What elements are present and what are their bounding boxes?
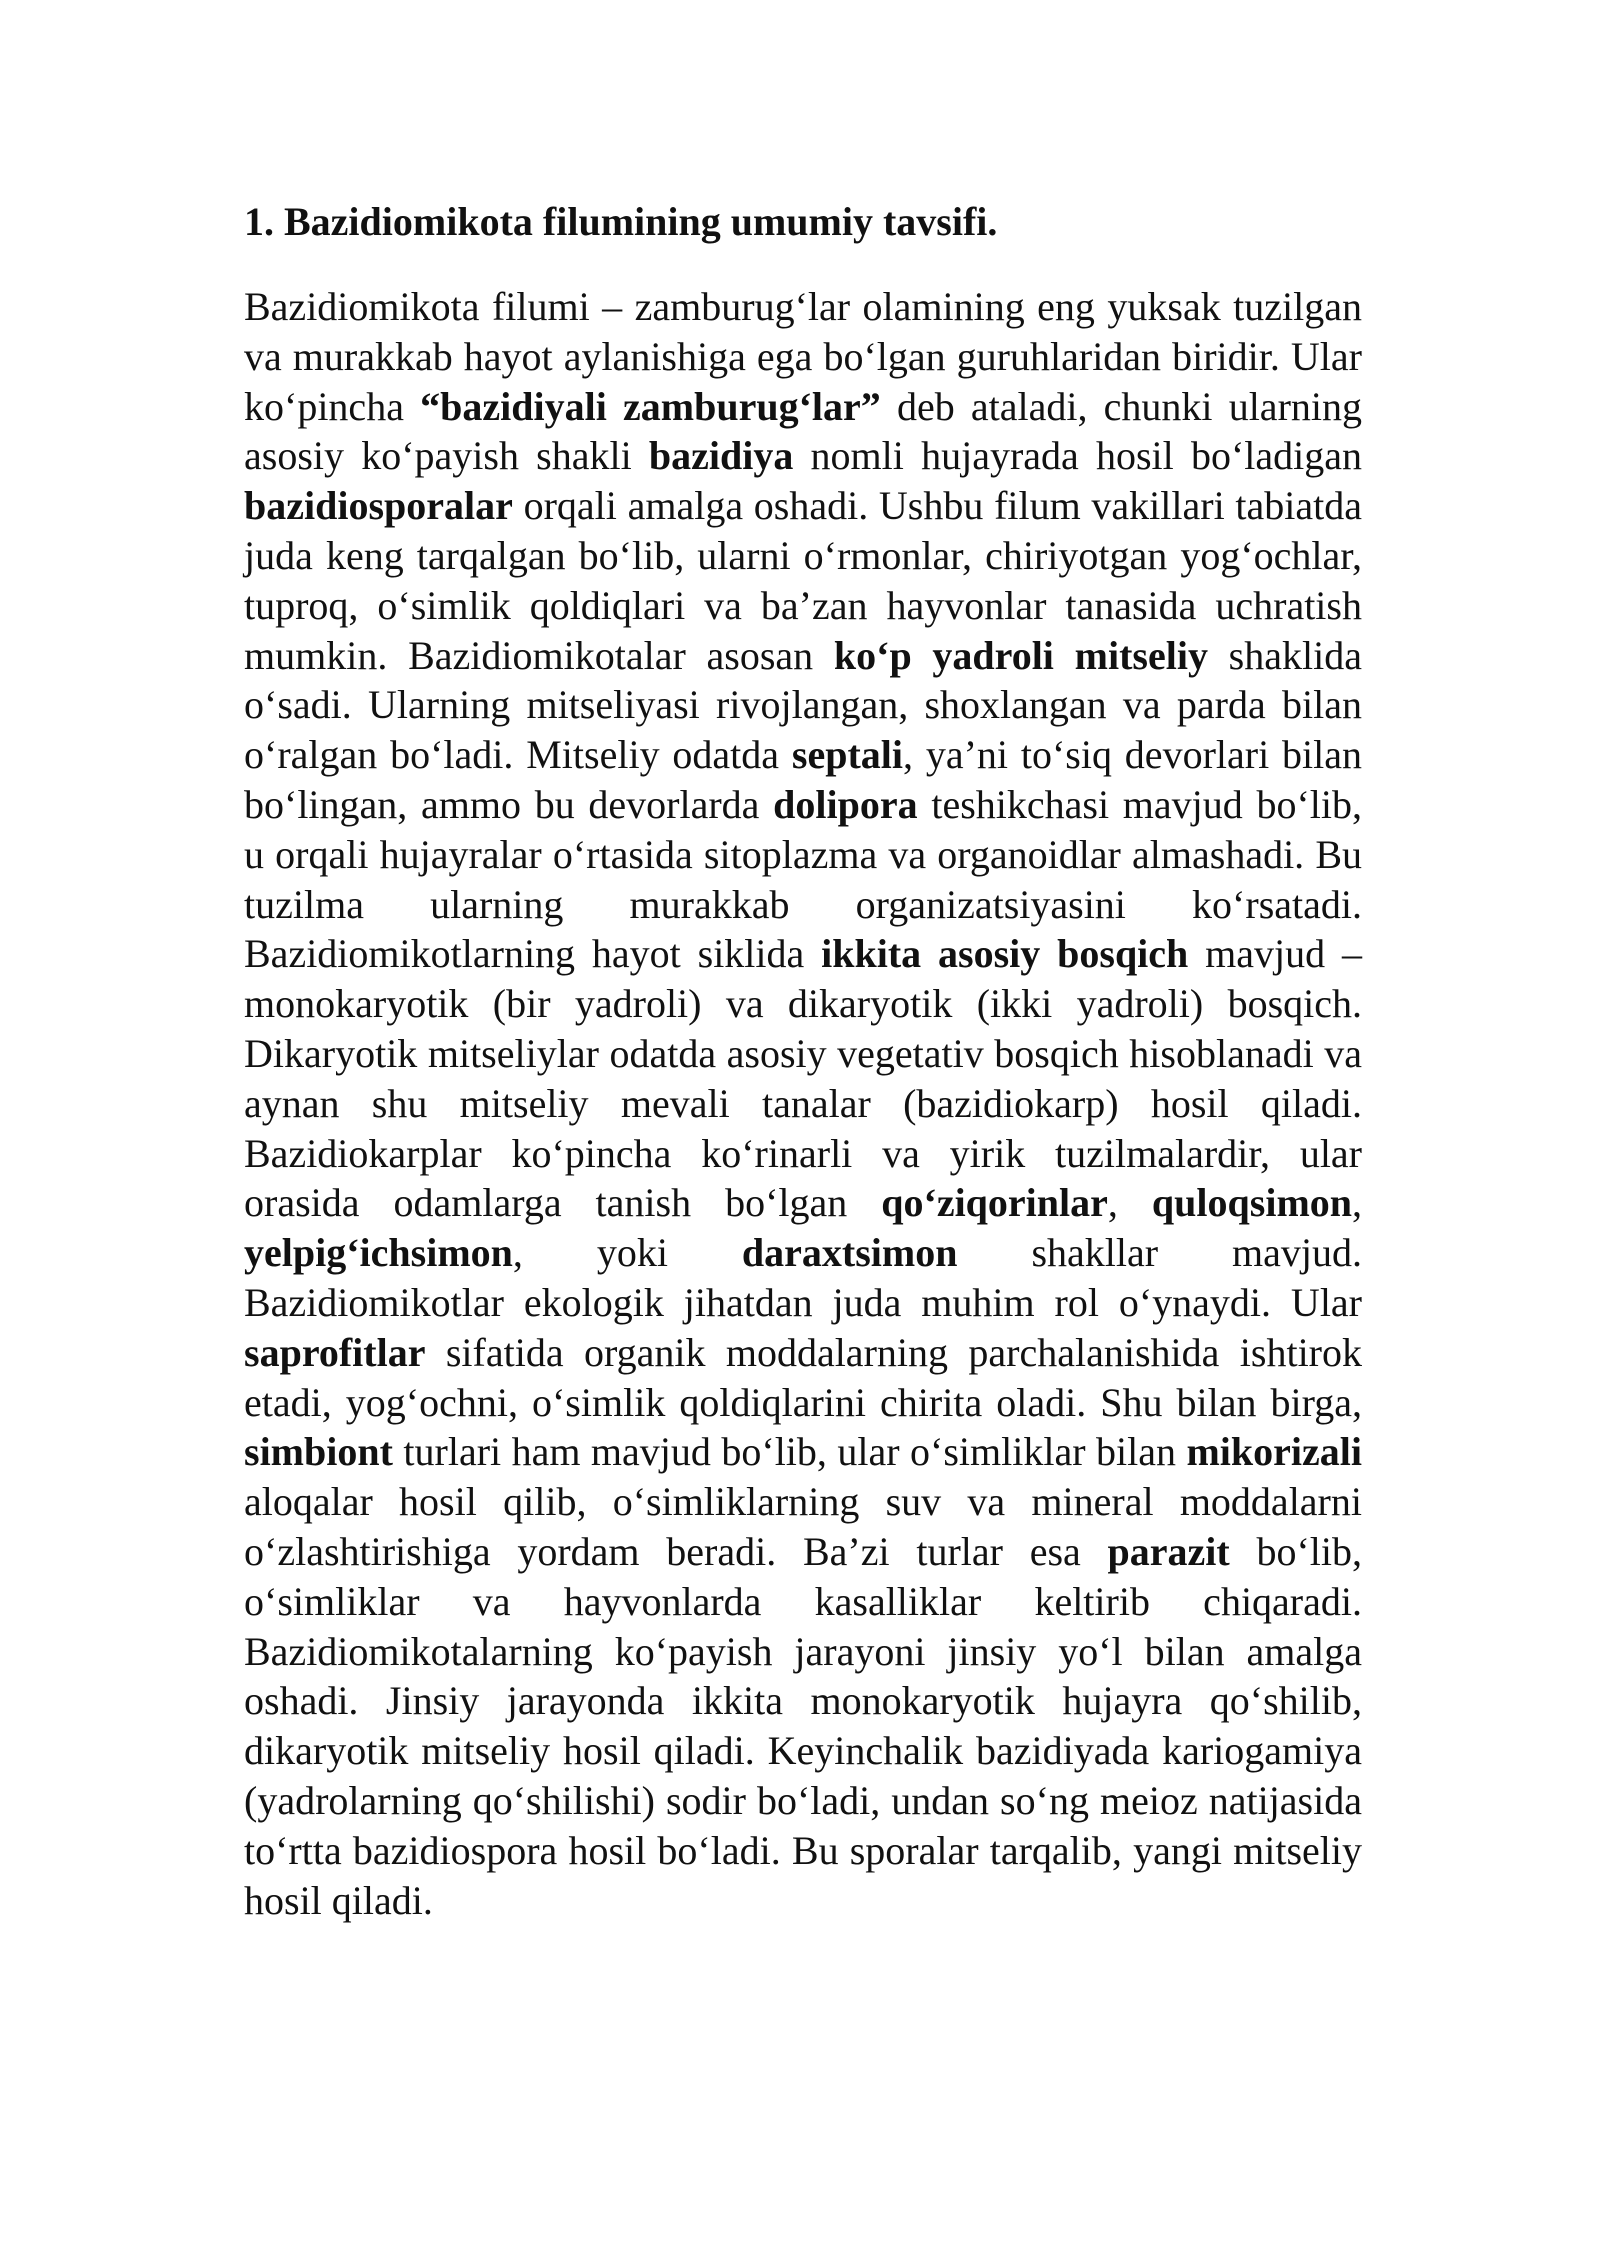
text-run: nomli hujayrada hosil bo‘ladigan <box>793 433 1362 479</box>
bold-term: bazidiosporalar <box>244 483 513 529</box>
text-run: , <box>1107 1180 1152 1226</box>
text-run: bo‘lib, o‘simliklar va hayvonlarda kasalliklar keltirib chiqaradi. Bazidiomikotalarning ko‘payish jarayoni jinsiy yo‘l bilan amalga oshadi. Jinsiy jarayonda ikkita monokaryotik hujayra qo‘shilib, dikaryotik mitseliy hosil qiladi. Keyinchalik bazidiyada kariogamiya (yadrolarning qo‘shilishi) sodir bo‘ladi, undan so‘ng meioz natijasida to‘rtta bazidiospora hosil bo‘ladi. Bu sporalar tarqalib, yangi mitseliy hosil qiladi. <box>244 1528 1363 1923</box>
text-run: teshikchasi mavjud bo‘lib, u orqali hujayralar o‘rtasida sitoplazma va organoidlar almashadi. Bu tuzilma ularning murakkab organizatsiyasini ko‘rsatadi. Bazidiomikotlarning hayot siklida <box>244 781 1363 977</box>
text-run: mavjud – monokaryotik (bir yadroli) va dikaryotik (ikki yadroli) bosqich. Dikaryotik mitseliylar odatda asosiy vegetativ bosqich hisoblanadi va aynan shu mitseliy mevali tanalar (bazidiokarp) hosil qiladi. Bazidiokarplar ko‘pincha ko‘rinarli va yirik tuzilmalardir, ular orasida odamlarga tanish bo‘lgan <box>244 931 1362 1226</box>
document-content <box>244 198 1362 1925</box>
body-paragraph <box>244 282 1362 1925</box>
bold-term: quloqsimon <box>1151 1180 1353 1226</box>
bold-term: ko‘p yadroli mitseliy <box>833 632 1208 678</box>
text-run: turlari ham mavjud bo‘lib, ular o‘simliklar bilan <box>392 1429 1187 1475</box>
bold-term: septali <box>791 732 903 778</box>
bold-term: yelpig‘ichsimon <box>244 1230 513 1276</box>
bold-term: simbiont <box>244 1429 393 1475</box>
text-run: deb ataladi, chunki ularning asosiy ko‘payish shakli <box>244 383 1362 479</box>
bold-term: parazit <box>1107 1528 1230 1574</box>
text-run: aloqalar hosil qilib, o‘simliklarning suv va mineral moddalarni o‘zlashtirishiga yordam beradi. Ba’zi turlar esa <box>244 1479 1362 1574</box>
bold-term: saprofitlar <box>244 1329 426 1375</box>
section-heading: 1. Bazidiomikota filumining umumiy tavsifi. <box>244 199 998 244</box>
text-run: , ya’ni to‘siq devorlari bilan bo‘lingan, ammo bu devorlarda <box>244 732 1362 827</box>
bold-term: “bazidiyali zamburug‘lar” <box>420 383 881 429</box>
bold-term: qo‘ziqorinlar <box>881 1180 1108 1226</box>
text-run: , yoki <box>512 1230 742 1276</box>
text-run: Bazidiomikota filumi – zamburug‘lar olamining eng yuksak tuzilgan va murakkab hayot aylanishiga ega bo‘lgan guruhlaridan biridir. Ular ko‘pincha <box>244 284 1362 429</box>
text-run: sifatida organik moddalarning parchalanishida ishtirok etadi, yog‘ochni, o‘simlik qoldiqlarini chirita oladi. Shu bilan birga, <box>244 1329 1362 1425</box>
text-run: orqali amalga oshadi. Ushbu filum vakillari tabiatda juda keng tarqalgan bo‘lib, ularni o‘rmonlar, chiriyotgan yog‘ochlar, tuproq, o‘simlik qoldiqlari va ba’zan hayvonlar tanasida uchratish mumkin. Bazidiomikotalar asosan <box>244 483 1362 678</box>
bold-term: ikkita asosiy bosqich <box>821 931 1189 977</box>
bold-term: daraxtsimon <box>741 1230 958 1276</box>
bold-term: mikorizali <box>1186 1429 1362 1475</box>
text-run: shaklida o‘sadi. Ularning mitseliyasi rivojlangan, shoxlangan va parda bilan o‘ralgan bo‘ladi. Mitseliy odatda <box>244 632 1362 778</box>
bold-term: bazidiya <box>648 433 794 479</box>
text-run: , <box>1352 1180 1363 1226</box>
text-run: shakllar mavjud. Bazidiomikotlar ekologik jihatdan juda muhim rol o‘ynaydi. Ular <box>244 1230 1362 1325</box>
bold-term: dolipora <box>773 781 918 827</box>
